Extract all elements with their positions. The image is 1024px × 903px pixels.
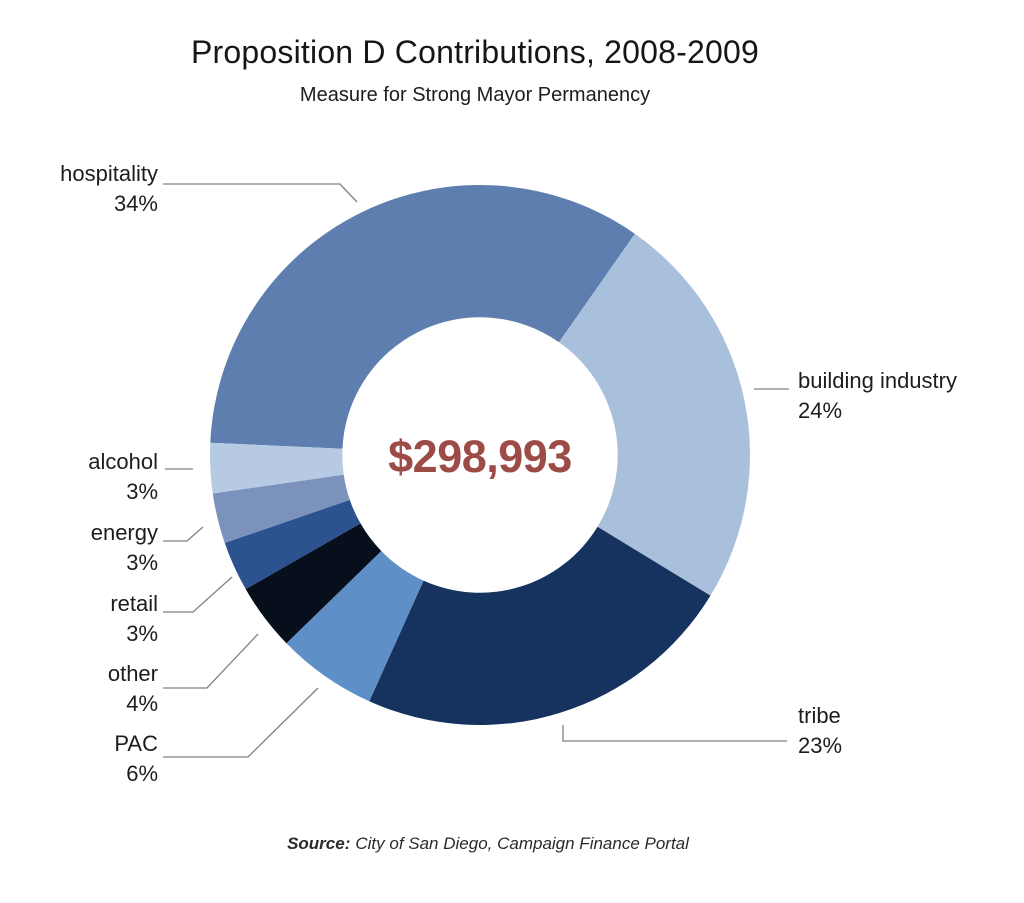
label-tribe bbox=[798, 701, 842, 761]
slice-hospitality bbox=[210, 185, 635, 449]
leader-energy bbox=[163, 527, 203, 541]
label-energy-name: energy bbox=[90, 520, 158, 545]
leader-pac bbox=[163, 688, 318, 757]
label-hospitality bbox=[60, 159, 158, 219]
label-pac-pct: 6% bbox=[126, 761, 158, 786]
label-pac bbox=[114, 729, 158, 789]
leader-retail bbox=[163, 577, 232, 612]
label-building-industry bbox=[798, 366, 957, 426]
label-other-name: other bbox=[107, 661, 158, 686]
label-alcohol bbox=[88, 447, 158, 507]
center-total: $298,993 bbox=[388, 431, 572, 482]
label-building-industry-pct: 24% bbox=[798, 398, 843, 423]
label-tribe-pct: 23% bbox=[798, 733, 843, 758]
label-pac-name: PAC bbox=[114, 731, 158, 756]
label-retail-pct: 3% bbox=[126, 621, 158, 646]
label-retail-name: retail bbox=[110, 591, 158, 616]
label-alcohol-pct: 3% bbox=[126, 479, 158, 504]
source-prefix: Source: bbox=[287, 834, 351, 853]
label-hospitality-name: hospitality bbox=[60, 161, 158, 186]
leader-other bbox=[163, 634, 258, 688]
leader-tribe bbox=[563, 725, 787, 741]
label-retail bbox=[110, 589, 158, 649]
label-building-industry-name: building industry bbox=[798, 368, 957, 393]
label-energy-pct: 3% bbox=[126, 550, 158, 575]
label-energy bbox=[91, 518, 158, 578]
label-other-pct: 4% bbox=[126, 691, 158, 716]
chart-subtitle: Measure for Strong Mayor Permanency bbox=[299, 84, 651, 106]
chart-title: Proposition D Contributions, 2008-2009 bbox=[191, 34, 759, 70]
label-hospitality-pct: 34% bbox=[113, 191, 158, 216]
source-note bbox=[0, 834, 976, 854]
source-text: City of San Diego, Campaign Finance Portal bbox=[355, 834, 689, 853]
label-other bbox=[108, 659, 158, 719]
leader-hospitality bbox=[163, 184, 357, 202]
label-tribe-name: tribe bbox=[798, 703, 841, 728]
label-alcohol-name: alcohol bbox=[88, 449, 158, 474]
